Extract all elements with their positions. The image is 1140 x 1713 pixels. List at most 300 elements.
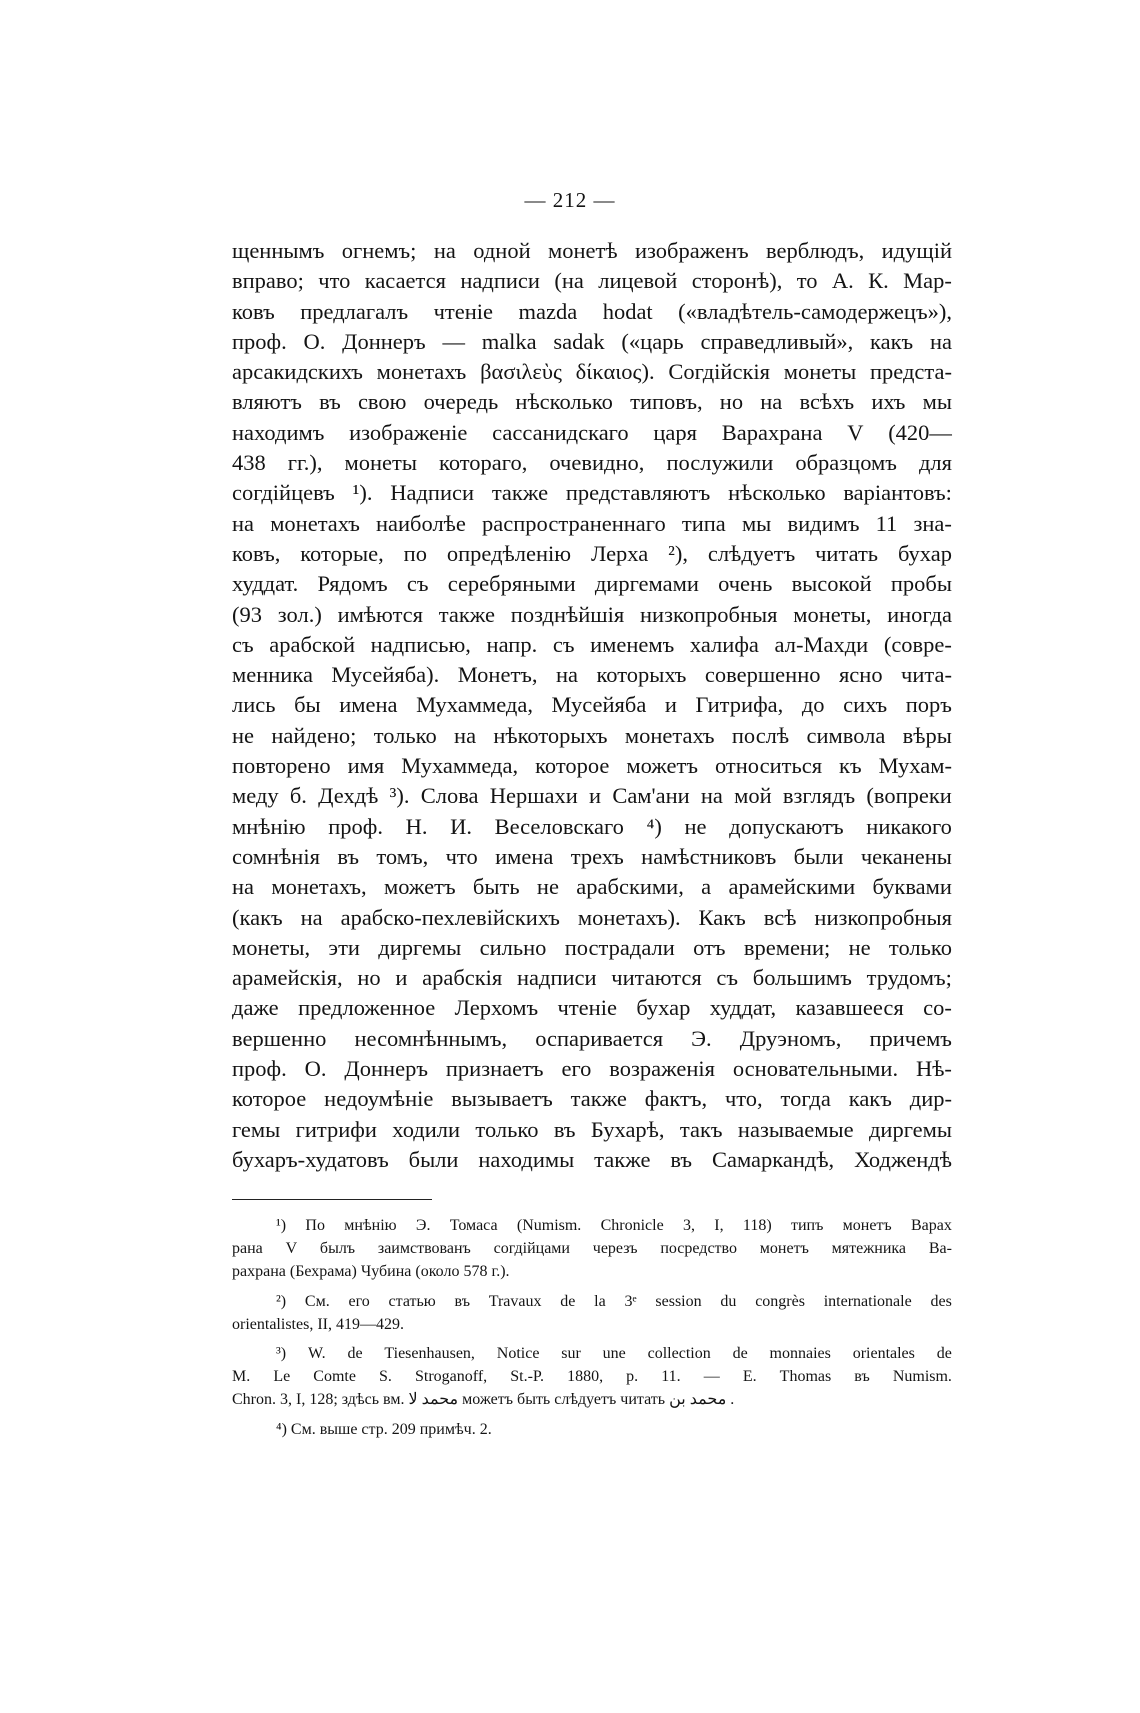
word: которое — [535, 753, 610, 779]
word: лицевой — [598, 268, 678, 294]
word: дир- — [909, 1086, 952, 1112]
text-line — [232, 297, 952, 327]
word: на — [760, 389, 783, 415]
text-line — [232, 660, 952, 690]
word: монетахъ — [376, 359, 467, 385]
word: можетъ — [383, 874, 456, 900]
word: арамейскими — [728, 874, 856, 900]
word: Лерха — [590, 540, 649, 566]
word: Chronicle — [600, 1217, 664, 1234]
word: не — [536, 874, 559, 900]
word: бы — [294, 692, 321, 718]
word: трудомъ; — [866, 965, 952, 991]
footnote-4 — [232, 1418, 952, 1441]
word: пробы — [890, 571, 952, 597]
word: Сам'ани — [612, 783, 690, 809]
word: наиболѣе — [375, 510, 466, 536]
word: проф. — [232, 1056, 287, 1082]
text-line — [232, 630, 952, 660]
word: Мусейяба — [551, 692, 647, 718]
word: въ — [553, 1116, 576, 1142]
word: гемы — [232, 1116, 281, 1142]
word: его — [561, 1056, 592, 1082]
word: 438 — [232, 450, 266, 476]
word: ковъ, — [232, 540, 281, 566]
word: арамейскія, — [232, 965, 343, 991]
word: были — [793, 843, 844, 869]
word: черезъ — [592, 1240, 638, 1258]
word: только — [888, 934, 952, 960]
word: Н. — [405, 813, 428, 839]
word: слѣдуетъ — [707, 540, 796, 566]
text-line — [232, 1084, 952, 1114]
word: на — [556, 662, 579, 688]
word: основательными. — [732, 1056, 899, 1082]
word: большимъ — [752, 965, 852, 991]
word: находимы — [478, 1146, 575, 1172]
text-line — [232, 751, 952, 781]
word: ал-Махди — [774, 631, 869, 657]
word: чтеніе — [433, 298, 494, 324]
word: ¹) — [276, 1217, 287, 1234]
word: арсакидскихъ — [232, 359, 363, 385]
word: щеннымъ — [232, 238, 325, 263]
footnote-2 — [232, 1290, 952, 1336]
word: Notice — [496, 1344, 540, 1362]
word: серебряными — [447, 571, 576, 597]
word: изображеніе — [349, 419, 468, 445]
word: ходили — [392, 1116, 461, 1142]
text-line — [232, 1145, 952, 1175]
word: монеты — [344, 450, 417, 476]
word: вляютъ — [232, 389, 302, 415]
word: недоумѣніе — [324, 1086, 434, 1112]
word: (совре- — [883, 631, 952, 657]
word: по — [403, 540, 427, 566]
word: какъ — [848, 1086, 892, 1112]
word: иногда — [887, 601, 952, 627]
word: 3, — [683, 1217, 695, 1234]
word: быть — [472, 874, 520, 900]
word: имена — [495, 843, 554, 869]
word: монетѣ — [548, 238, 618, 263]
word: справедливый», — [700, 328, 854, 354]
word: sur — [561, 1344, 581, 1362]
word: буквами — [872, 874, 952, 900]
word: ³) — [276, 1344, 287, 1362]
word: 118) — [742, 1217, 772, 1234]
word: Comte — [313, 1368, 356, 1386]
word: въ — [454, 1292, 470, 1310]
word: на — [700, 783, 723, 809]
word: на — [300, 904, 323, 930]
word: халифа — [689, 631, 759, 657]
word: рана — [232, 1240, 263, 1258]
word: меду — [232, 783, 279, 809]
word: монетахъ — [270, 510, 360, 536]
text-line — [232, 387, 952, 417]
text-line — [232, 781, 952, 811]
word: его — [348, 1292, 370, 1310]
word: V — [285, 1240, 298, 1258]
word: Самаркандѣ, — [711, 1146, 835, 1172]
word: вызываетъ — [451, 1086, 553, 1112]
word: сторонѣ), — [691, 268, 783, 294]
word: арабскими, — [576, 874, 684, 900]
word: съ — [406, 571, 429, 597]
word: зол.) — [277, 601, 322, 627]
word: («владѣтель-самодержецъ»), — [678, 298, 952, 324]
word: de — [347, 1344, 363, 1362]
word: статью — [388, 1292, 436, 1310]
word: Монетъ, — [457, 662, 538, 688]
text-line — [232, 933, 952, 963]
word: Мухаммеда, — [416, 692, 533, 718]
word: une — [602, 1344, 626, 1362]
word: чеканены — [860, 843, 952, 869]
word: p. — [626, 1368, 639, 1386]
word: даже — [232, 995, 279, 1021]
word: Travaux — [488, 1292, 542, 1310]
word: причемъ — [869, 1025, 952, 1051]
word: то — [796, 268, 818, 294]
word: internationale — [823, 1292, 912, 1310]
word: съ — [552, 631, 575, 657]
word: представляютъ — [565, 480, 711, 506]
word: 1880, — [567, 1368, 604, 1386]
word: надписи — [460, 268, 540, 294]
word: ²) — [276, 1292, 287, 1310]
word: монетъ — [759, 1240, 809, 1258]
word: но — [719, 389, 744, 415]
word: допускаютъ — [729, 813, 844, 839]
word: верблюдъ, — [766, 238, 865, 263]
word: фактъ, — [644, 1086, 708, 1112]
word: бухар — [897, 540, 952, 566]
word: Рядомъ — [317, 571, 388, 597]
word: 11 — [875, 510, 898, 536]
word: не — [684, 813, 707, 839]
word: предста- — [869, 359, 952, 385]
word: I, — [714, 1217, 724, 1234]
word: распространеннаго — [482, 510, 666, 536]
word: съ — [716, 965, 739, 991]
word: касается — [364, 268, 446, 294]
word: монетъ — [842, 1217, 892, 1234]
word: имя — [347, 753, 385, 779]
word: образцомъ — [795, 450, 897, 476]
word: тогда — [780, 1086, 831, 1112]
word: Нѣ- — [915, 1056, 952, 1082]
word: и — [395, 965, 408, 991]
word: гитрифи — [295, 1116, 377, 1142]
text-line — [232, 448, 952, 478]
word: 11. — [661, 1368, 681, 1386]
word: томъ, — [376, 843, 429, 869]
word: такъ — [679, 1116, 723, 1142]
word: бухаръ-худатовъ — [232, 1146, 389, 1172]
word: былъ — [319, 1240, 356, 1258]
word: читать — [815, 540, 879, 566]
word: символа — [806, 722, 886, 748]
word: изображенъ — [634, 238, 749, 263]
word: de — [560, 1292, 576, 1310]
word: возраженія — [609, 1056, 715, 1082]
word: гг.), — [287, 450, 323, 476]
word: du — [720, 1292, 737, 1310]
text-line — [232, 478, 952, 508]
word: hodat — [602, 298, 653, 324]
word: (вопреки — [866, 783, 952, 809]
word: идущій — [881, 238, 952, 263]
word: были — [408, 1146, 459, 1172]
word: сассанидскаго — [492, 419, 629, 445]
word: и — [589, 783, 602, 809]
word: трехъ — [570, 843, 624, 869]
word: монетахъ, — [271, 874, 367, 900]
word: Stroganoff, — [415, 1368, 488, 1386]
word: высокой — [791, 571, 872, 597]
word: посредство — [660, 1240, 737, 1258]
word: Мусейяба). — [331, 662, 440, 688]
word: монетахъ). — [577, 904, 681, 930]
word: 3ᵉ — [624, 1292, 637, 1310]
word: съ — [232, 631, 254, 657]
word: Э. — [691, 1025, 712, 1051]
word: Thomas — [779, 1368, 832, 1386]
word: въ — [670, 1146, 693, 1172]
word: царя — [653, 419, 697, 445]
word: худдат, — [709, 995, 777, 1021]
word: мы — [922, 389, 952, 415]
word: вправо; — [232, 268, 304, 294]
word: худдат. — [232, 571, 299, 597]
word: зна- — [913, 510, 952, 536]
word: бухар — [636, 995, 691, 1021]
word: нѣкоторыхъ — [493, 722, 608, 748]
word: и — [664, 692, 677, 718]
word: на — [232, 874, 255, 900]
word: заимствованъ — [377, 1240, 471, 1258]
word: (на — [554, 268, 584, 294]
word: collection — [647, 1344, 711, 1362]
word: очевидно, — [549, 450, 645, 476]
footnote-line — [232, 1290, 952, 1313]
word: St.-P. — [510, 1368, 545, 1386]
word: арабской — [269, 631, 356, 657]
text-line — [232, 1054, 952, 1084]
word: варіантовъ: — [843, 480, 952, 506]
word: предлагалъ — [300, 298, 409, 324]
word: Numism. — [892, 1368, 952, 1386]
word: на — [232, 510, 255, 536]
word: арабско-пехлевійскихъ — [340, 904, 560, 930]
word: Le — [273, 1368, 291, 1386]
word: (420— — [888, 419, 952, 445]
word: Варах — [911, 1217, 952, 1234]
word: именемъ — [590, 631, 675, 657]
text-line — [232, 812, 952, 842]
word: можетъ — [626, 753, 698, 779]
word: опредѣленію — [446, 540, 572, 566]
text-line — [232, 418, 952, 448]
page-number: — 212 — — [524, 188, 616, 212]
word: ¹). — [352, 480, 373, 506]
text-line — [232, 872, 952, 902]
word: оспаривается — [535, 1025, 664, 1051]
word: (Numism. — [516, 1217, 582, 1234]
word: лись — [232, 692, 276, 718]
word: монеты, — [232, 934, 311, 960]
word: К. — [868, 268, 889, 294]
word: читаются — [611, 965, 702, 991]
word: не — [848, 934, 871, 960]
word: Гитрифа, — [695, 692, 784, 718]
word: диргемами — [594, 571, 699, 597]
word: монеты, — [793, 601, 872, 627]
word: Надписи — [390, 480, 475, 506]
word: И. — [450, 813, 472, 839]
word: — — [703, 1368, 720, 1386]
word: Э. — [415, 1217, 431, 1234]
word: арабскія — [422, 965, 503, 991]
word: мнѣнію — [344, 1217, 397, 1234]
word: находимъ — [232, 419, 325, 445]
word: надписью, — [370, 631, 471, 657]
word: Tiesenhausen, — [384, 1344, 475, 1362]
word: монетахъ — [624, 722, 715, 748]
word: ³). — [389, 783, 410, 809]
word: очень — [718, 571, 773, 597]
word: Доннеръ — [342, 328, 426, 354]
word: имѣются — [337, 601, 424, 627]
word: О. — [304, 1056, 327, 1082]
text-line — [232, 842, 952, 872]
word: на — [929, 328, 952, 354]
footnote-line: orientalistes, II, 419—429. — [232, 1315, 404, 1333]
word: также — [438, 601, 496, 627]
word: ясно — [838, 662, 883, 688]
text-line — [232, 721, 952, 751]
word: congrès — [755, 1292, 805, 1310]
word: взглядъ — [782, 783, 856, 809]
word: никакого — [866, 813, 952, 839]
word: со- — [923, 995, 952, 1021]
word: δίκαιος). — [575, 359, 655, 385]
word: sadak — [553, 328, 605, 354]
text-line — [232, 1115, 952, 1145]
footnote-divider — [232, 1199, 432, 1200]
word: monnaies — [769, 1344, 831, 1362]
word: Бухарѣ, — [590, 1116, 665, 1142]
text-line — [232, 600, 952, 630]
text-line — [232, 569, 952, 599]
footnote-line: Chron. 3, I, 128; здѣсь вм. محمد لا можетъ быть слѣдуетъ читать محمد ﺑﻦ . — [232, 1391, 735, 1409]
word: низкопробныя — [639, 601, 778, 627]
word: Мухаммеда, — [401, 753, 519, 779]
word: согдійцами — [493, 1240, 570, 1258]
footnote-line — [232, 1342, 952, 1365]
word: которое — [232, 1086, 307, 1112]
word: называемые — [737, 1116, 854, 1142]
word: («царь — [621, 328, 684, 354]
footnotes — [232, 1214, 952, 1441]
word: malka — [481, 328, 537, 354]
word: отъ — [693, 934, 726, 960]
text-line — [232, 993, 952, 1023]
footnote-line — [232, 1365, 952, 1388]
word: которыхъ — [596, 662, 687, 688]
word: сихъ — [843, 692, 888, 718]
word: Доннеръ — [344, 1056, 428, 1082]
word: только — [475, 1116, 539, 1142]
word: вѣры — [902, 722, 952, 748]
word: session — [655, 1292, 702, 1310]
word: свою — [357, 389, 407, 415]
footnote-line — [232, 1214, 952, 1237]
word: въ — [337, 843, 360, 869]
word: всѣхъ — [799, 389, 855, 415]
text-line — [232, 357, 952, 387]
word: имена — [339, 692, 398, 718]
word: предложенное — [298, 995, 436, 1021]
word: что — [318, 268, 351, 294]
word: намѣстниковъ — [641, 843, 777, 869]
word: очередь — [423, 389, 499, 415]
word: также — [594, 1146, 651, 1172]
footnote-line — [232, 1237, 952, 1260]
word: orientales — [852, 1344, 915, 1362]
word: также — [570, 1086, 627, 1112]
word: проф. — [232, 328, 287, 354]
word: ихъ — [871, 389, 906, 415]
word: Лерхомъ — [454, 995, 539, 1021]
word: повторено — [232, 753, 331, 779]
word: къ — [839, 753, 862, 779]
word: Варахрана — [721, 419, 823, 445]
word: въ — [319, 389, 341, 415]
word: чтеніе — [557, 995, 617, 1021]
word: менника — [232, 662, 313, 688]
word: на — [433, 238, 456, 263]
word: огнемъ; — [341, 238, 417, 263]
word: диргемы — [378, 934, 462, 960]
word: казавшееся — [795, 995, 904, 1021]
word: мой — [734, 783, 772, 809]
word: не — [232, 722, 255, 748]
text-line — [232, 963, 952, 993]
word: Томаса — [449, 1217, 498, 1234]
word: только — [373, 722, 437, 748]
word: поръ — [905, 692, 952, 718]
word: которые, — [300, 540, 384, 566]
word: надписи — [517, 965, 597, 991]
footnote-line: ⁴) См. выше стр. 209 примѣч. 2. — [276, 1420, 492, 1438]
text-line — [232, 539, 952, 569]
word: См. — [304, 1292, 330, 1310]
main-text — [232, 236, 952, 1175]
word: пострадали — [564, 934, 675, 960]
word: но — [357, 965, 381, 991]
word: найдено; — [271, 722, 357, 748]
word: а — [701, 874, 712, 900]
word: относиться — [714, 753, 823, 779]
word: до — [801, 692, 825, 718]
word: S. — [379, 1368, 392, 1386]
word: mazda — [518, 298, 578, 324]
word: А. — [831, 268, 854, 294]
word: сомнѣнія — [232, 843, 320, 869]
